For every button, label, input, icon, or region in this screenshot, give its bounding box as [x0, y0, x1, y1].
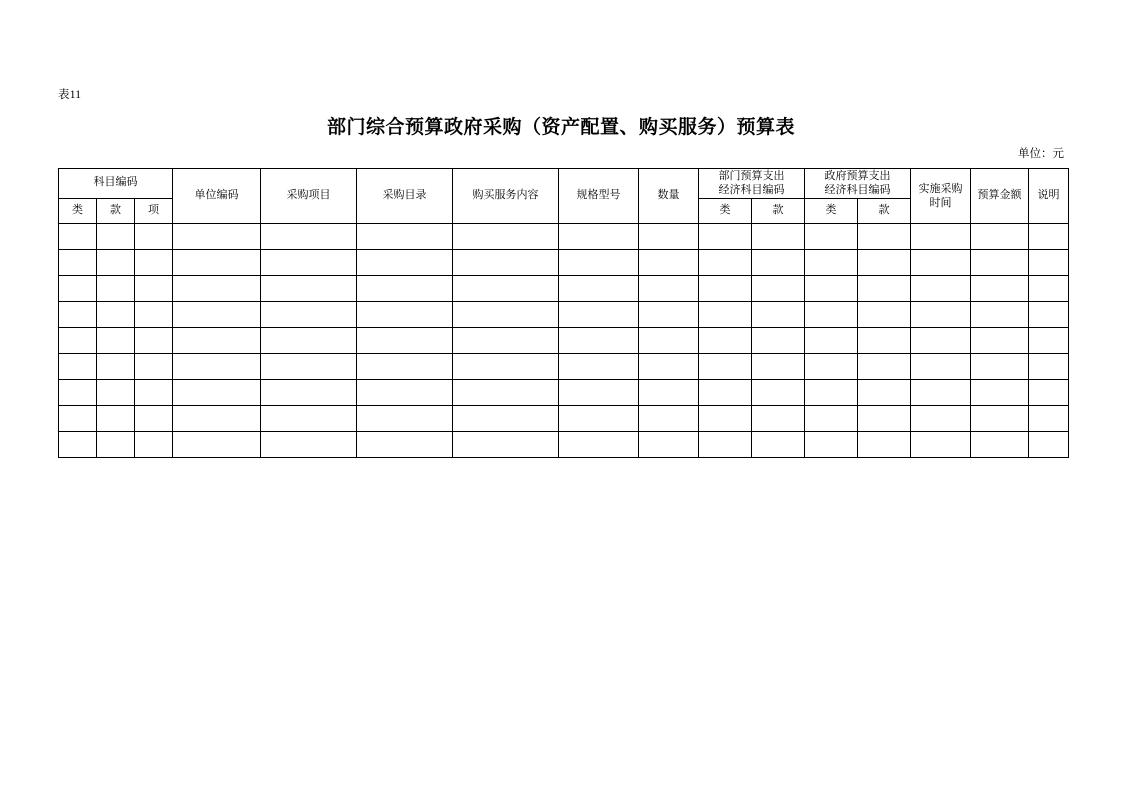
header-dept-budget-lei: 类 — [699, 198, 752, 223]
table-cell[interactable] — [357, 249, 453, 275]
table-cell[interactable] — [97, 301, 135, 327]
table-cell[interactable] — [59, 431, 97, 457]
table-cell[interactable] — [135, 275, 173, 301]
table-cell[interactable] — [752, 301, 805, 327]
table-cell[interactable] — [805, 379, 858, 405]
header-dept-budget-line1: 部门预算支出 — [718, 170, 785, 182]
budget-table — [58, 168, 1069, 458]
table-cell[interactable] — [911, 275, 971, 301]
table-cell[interactable] — [59, 405, 97, 431]
table-cell[interactable] — [1029, 353, 1069, 379]
header-budget-amount: 预算金额 — [971, 169, 1029, 224]
table-cell[interactable] — [971, 405, 1029, 431]
header-gov-budget-line1: 政府预算支出 — [824, 170, 891, 182]
table-cell[interactable] — [1029, 249, 1069, 275]
header-gov-budget-expense-code — [805, 169, 911, 199]
table-body — [59, 223, 1069, 457]
table-cell[interactable] — [911, 353, 971, 379]
table-cell[interactable] — [559, 379, 639, 405]
table-cell[interactable] — [699, 223, 752, 249]
table-cell[interactable] — [559, 301, 639, 327]
table-cell[interactable] — [1029, 379, 1069, 405]
table-cell[interactable] — [173, 379, 261, 405]
table-cell[interactable] — [453, 353, 559, 379]
table-cell[interactable] — [59, 353, 97, 379]
table-cell[interactable] — [858, 405, 911, 431]
table-cell[interactable] — [173, 327, 261, 353]
header-dept-budget-kuan: 款 — [752, 198, 805, 223]
table-cell[interactable] — [59, 301, 97, 327]
table-cell[interactable] — [261, 431, 357, 457]
table-row — [59, 431, 1069, 457]
table-cell[interactable] — [453, 223, 559, 249]
table-cell[interactable] — [858, 249, 911, 275]
table-cell[interactable] — [805, 405, 858, 431]
table-cell[interactable] — [453, 431, 559, 457]
table-row — [59, 379, 1069, 405]
table-cell[interactable] — [173, 353, 261, 379]
table-cell[interactable] — [752, 405, 805, 431]
table-cell[interactable] — [752, 223, 805, 249]
header-purchase-time-line2: 时间 — [929, 196, 952, 209]
header-subject-code: 科目编码 — [59, 169, 173, 199]
header-subject-code-xiang: 项 — [135, 198, 173, 223]
table-cell[interactable] — [805, 301, 858, 327]
table-cell[interactable] — [453, 301, 559, 327]
table-cell[interactable] — [1029, 301, 1069, 327]
table-row — [59, 301, 1069, 327]
table-cell[interactable] — [357, 431, 453, 457]
header-subject-code-kuan: 款 — [97, 198, 135, 223]
header-purchase-project: 采购项目 — [261, 169, 357, 224]
table-cell[interactable] — [135, 223, 173, 249]
table-cell[interactable] — [699, 353, 752, 379]
table-cell[interactable] — [858, 275, 911, 301]
table-cell[interactable] — [805, 223, 858, 249]
table-cell[interactable] — [752, 249, 805, 275]
table-cell[interactable] — [752, 431, 805, 457]
table-cell[interactable] — [173, 223, 261, 249]
table-cell[interactable] — [752, 275, 805, 301]
table-cell[interactable] — [752, 327, 805, 353]
table-cell[interactable] — [858, 223, 911, 249]
table-cell[interactable] — [639, 431, 699, 457]
table-cell[interactable] — [971, 223, 1029, 249]
table-cell[interactable] — [261, 275, 357, 301]
table-cell[interactable] — [1029, 405, 1069, 431]
table-cell[interactable] — [858, 431, 911, 457]
table-cell[interactable] — [699, 405, 752, 431]
table-cell[interactable] — [858, 327, 911, 353]
table-cell[interactable] — [453, 249, 559, 275]
table-cell[interactable] — [639, 327, 699, 353]
table-cell[interactable] — [97, 223, 135, 249]
table-cell[interactable] — [261, 405, 357, 431]
table-cell[interactable] — [97, 405, 135, 431]
header-purchase-time-line1: 实施采购 — [918, 182, 963, 195]
table-cell[interactable] — [357, 301, 453, 327]
table-cell[interactable] — [1029, 431, 1069, 457]
table-row — [59, 327, 1069, 353]
table-cell[interactable] — [971, 379, 1029, 405]
table-cell[interactable] — [699, 379, 752, 405]
table-cell[interactable] — [135, 301, 173, 327]
table-cell[interactable] — [971, 301, 1029, 327]
table-cell[interactable] — [971, 275, 1029, 301]
table-cell[interactable] — [805, 327, 858, 353]
table-cell[interactable] — [639, 353, 699, 379]
table-cell[interactable] — [357, 223, 453, 249]
table-cell[interactable] — [699, 431, 752, 457]
table-cell[interactable] — [559, 431, 639, 457]
table-cell[interactable] — [97, 353, 135, 379]
table-cell[interactable] — [135, 431, 173, 457]
header-remark: 说明 — [1029, 169, 1069, 224]
header-unit-code: 单位编码 — [173, 169, 261, 224]
header-gov-budget-line2: 经济科目编码 — [824, 184, 891, 197]
table-cell[interactable] — [639, 301, 699, 327]
table-cell[interactable] — [858, 379, 911, 405]
table-header — [59, 169, 1069, 224]
table-cell[interactable] — [261, 353, 357, 379]
table-cell[interactable] — [971, 249, 1029, 275]
table-row — [59, 405, 1069, 431]
table-cell[interactable] — [699, 301, 752, 327]
table-cell[interactable] — [639, 275, 699, 301]
unit-note: 单位：元 — [1018, 148, 1064, 160]
table-cell[interactable] — [453, 275, 559, 301]
table-row — [59, 223, 1069, 249]
page-title: 部门综合预算政府采购（资产配置、购买服务）预算表 — [326, 117, 795, 138]
table-cell[interactable] — [699, 275, 752, 301]
table-cell[interactable] — [261, 327, 357, 353]
table-cell[interactable] — [135, 327, 173, 353]
table-cell[interactable] — [805, 275, 858, 301]
table-cell[interactable] — [97, 275, 135, 301]
table-cell[interactable] — [357, 327, 453, 353]
table-cell[interactable] — [357, 275, 453, 301]
table-cell[interactable] — [59, 249, 97, 275]
table-cell[interactable] — [173, 405, 261, 431]
table-cell[interactable] — [59, 275, 97, 301]
table-cell[interactable] — [805, 353, 858, 379]
table-cell[interactable] — [752, 379, 805, 405]
table-cell[interactable] — [59, 327, 97, 353]
form-number: 表11 — [58, 89, 82, 101]
table-cell[interactable] — [559, 249, 639, 275]
table-row — [59, 249, 1069, 275]
table-cell[interactable] — [559, 405, 639, 431]
table-cell[interactable] — [173, 301, 261, 327]
table-cell[interactable] — [453, 405, 559, 431]
table-cell[interactable] — [1029, 275, 1069, 301]
table-cell[interactable] — [357, 379, 453, 405]
table-cell[interactable] — [59, 223, 97, 249]
table-cell[interactable] — [805, 249, 858, 275]
table-cell[interactable] — [135, 353, 173, 379]
table-cell[interactable] — [97, 327, 135, 353]
table-cell[interactable] — [357, 353, 453, 379]
table-cell[interactable] — [971, 353, 1029, 379]
table-cell[interactable] — [639, 379, 699, 405]
table-cell[interactable] — [1029, 223, 1069, 249]
table-cell[interactable] — [752, 353, 805, 379]
table-cell[interactable] — [911, 249, 971, 275]
table-cell[interactable] — [699, 249, 752, 275]
table-cell[interactable] — [357, 405, 453, 431]
table-cell[interactable] — [135, 379, 173, 405]
table-cell[interactable] — [639, 249, 699, 275]
header-spec-model: 规格型号 — [559, 169, 639, 224]
table-cell[interactable] — [559, 353, 639, 379]
table-cell[interactable] — [261, 379, 357, 405]
table-cell[interactable] — [453, 327, 559, 353]
header-dept-budget-line2: 经济科目编码 — [718, 184, 785, 197]
table-cell[interactable] — [559, 223, 639, 249]
header-gov-budget-lei: 类 — [805, 198, 858, 223]
table-cell[interactable] — [97, 379, 135, 405]
table-row — [59, 353, 1069, 379]
table-cell[interactable] — [805, 431, 858, 457]
header-purchase-catalog: 采购目录 — [357, 169, 453, 224]
table-cell[interactable] — [59, 379, 97, 405]
header-gov-budget-kuan: 款 — [858, 198, 911, 223]
header-subject-code-lei: 类 — [59, 198, 97, 223]
table-cell[interactable] — [858, 301, 911, 327]
table-cell[interactable] — [1029, 327, 1069, 353]
table-cell[interactable] — [911, 223, 971, 249]
table-row — [59, 275, 1069, 301]
table-cell[interactable] — [639, 405, 699, 431]
header-quantity: 数量 — [639, 169, 699, 224]
table-cell[interactable] — [261, 249, 357, 275]
table-cell[interactable] — [173, 275, 261, 301]
table-cell[interactable] — [699, 327, 752, 353]
table-cell[interactable] — [97, 431, 135, 457]
header-purchase-time — [911, 169, 971, 224]
table-cell[interactable] — [911, 405, 971, 431]
table-cell[interactable] — [858, 353, 911, 379]
table-cell[interactable] — [911, 301, 971, 327]
header-service-content: 购买服务内容 — [453, 169, 559, 224]
table-cell[interactable] — [261, 301, 357, 327]
header-dept-budget-expense-code — [699, 169, 805, 199]
table-cell[interactable] — [559, 275, 639, 301]
table-cell[interactable] — [971, 431, 1029, 457]
table-cell[interactable] — [135, 405, 173, 431]
table-cell[interactable] — [971, 327, 1029, 353]
table-cell[interactable] — [261, 223, 357, 249]
table-cell[interactable] — [97, 249, 135, 275]
table-cell[interactable] — [453, 379, 559, 405]
table-cell[interactable] — [559, 327, 639, 353]
table-cell[interactable] — [135, 249, 173, 275]
table-cell[interactable] — [173, 431, 261, 457]
table-cell[interactable] — [639, 223, 699, 249]
table-cell[interactable] — [911, 327, 971, 353]
table-cell[interactable] — [173, 249, 261, 275]
table-cell[interactable] — [911, 379, 971, 405]
table-cell[interactable] — [911, 431, 971, 457]
